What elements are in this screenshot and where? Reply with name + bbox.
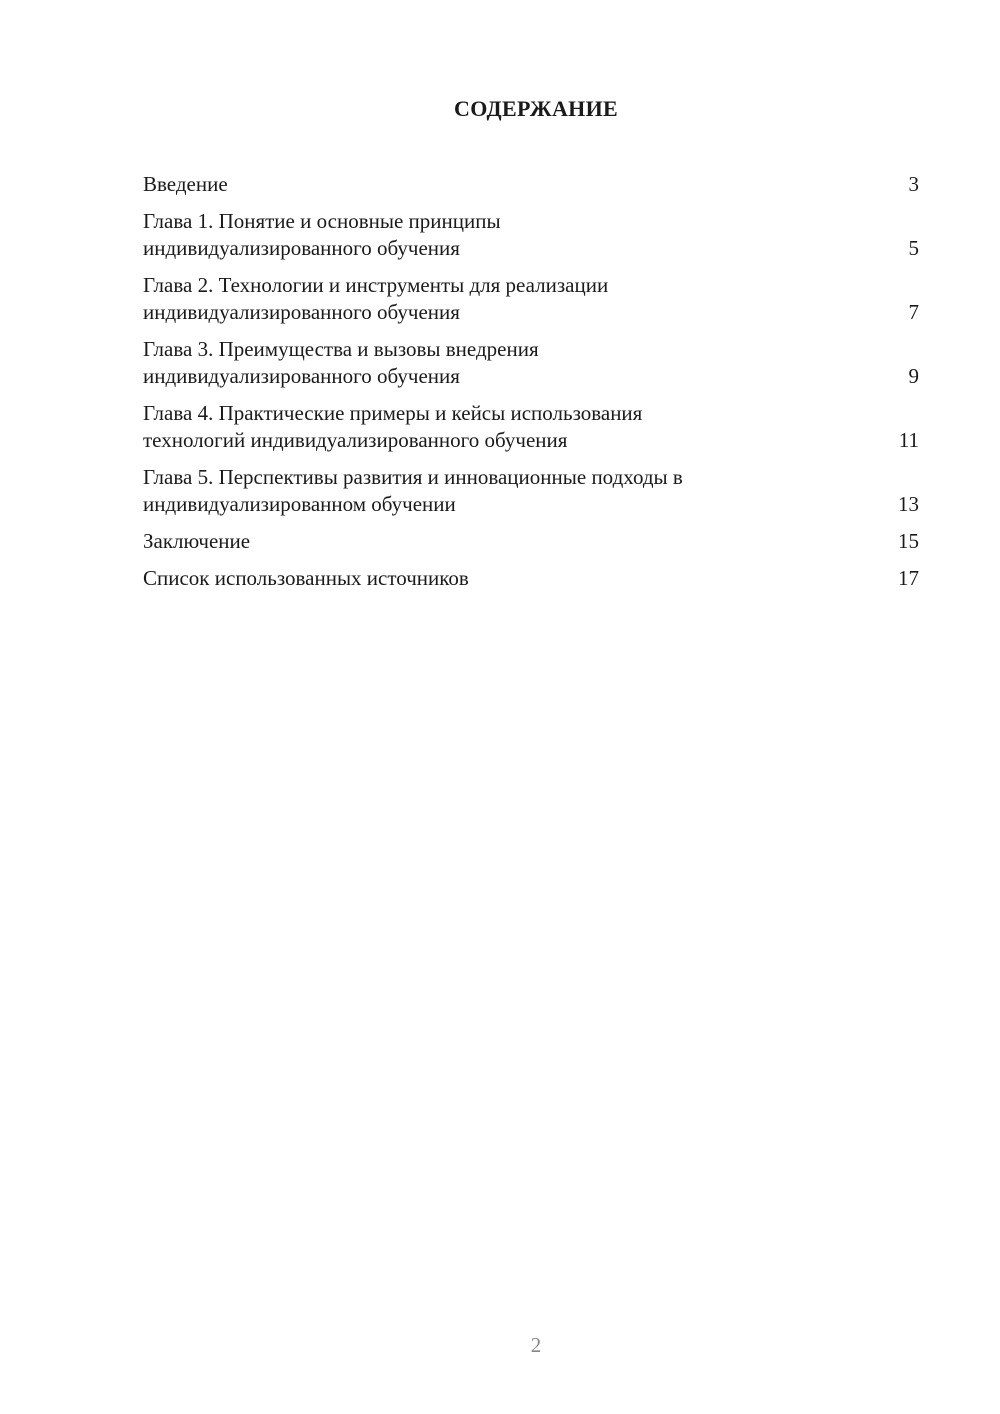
toc-entry-title	[143, 565, 469, 592]
page-number: 2	[530, 1333, 542, 1357]
toc-entry-title	[143, 528, 250, 555]
toc-entry-title	[143, 464, 683, 518]
toc-entry-title-line: Глава 4. Практические примеры и кейсы использования	[143, 401, 643, 425]
toc-entry-title-line: Заключение	[143, 529, 251, 553]
toc-entry-title	[143, 208, 501, 262]
toc-entry-title-line: технологий индивидуализированного обучения	[143, 428, 568, 452]
toc-entry-chapter-3	[143, 336, 919, 390]
toc-entry-page: 7	[908, 300, 919, 324]
toc-entry-references	[143, 565, 919, 592]
toc-entry-chapter-1	[143, 208, 919, 262]
toc-entry-title	[143, 272, 608, 326]
toc-entry-page: 5	[908, 236, 919, 260]
toc-entry-title	[143, 336, 539, 390]
toc-entry-page: 9	[908, 364, 919, 388]
toc-entry-page: 3	[908, 172, 919, 196]
toc-entry-title-line: Глава 3. Преимущества и вызовы внедрения	[143, 337, 539, 361]
toc-entry-chapter-2	[143, 272, 919, 326]
toc-entry-title-line: Глава 2. Технологии и инструменты для реализации	[143, 273, 609, 297]
toc-entry-page: 15	[898, 529, 919, 553]
toc-entry-chapter-4	[143, 400, 919, 454]
toc-entry-title-line: Глава 5. Перспективы развития и инновационные подходы в	[143, 465, 683, 489]
toc-heading: СОДЕРЖАНИЕ	[454, 96, 618, 121]
toc-entry-page: 11	[898, 428, 919, 452]
toc-entry-title-line: Введение	[143, 172, 228, 196]
toc-entry-title-line: индивидуализированного обучения	[143, 300, 460, 324]
toc-entry-chapter-5	[143, 464, 919, 518]
toc-entry-title	[143, 400, 642, 454]
toc-entry-title-line: индивидуализированного обучения	[143, 236, 460, 260]
toc-entry-title-line: Глава 1. Понятие и основные принципы	[143, 209, 501, 233]
toc-entry-conclusion	[143, 528, 919, 555]
toc-entry-title	[143, 171, 228, 198]
toc-entry-title-line: индивидуализированного обучения	[143, 364, 460, 388]
toc-entry-introduction	[143, 171, 919, 198]
toc-entry-page: 13	[898, 492, 919, 516]
toc-entry-title-line: индивидуализированном обучении	[143, 492, 456, 516]
toc-entry-title-line: Список использованных источников	[143, 566, 469, 590]
toc-entry-page: 17	[898, 566, 919, 590]
table-of-contents	[143, 171, 919, 602]
